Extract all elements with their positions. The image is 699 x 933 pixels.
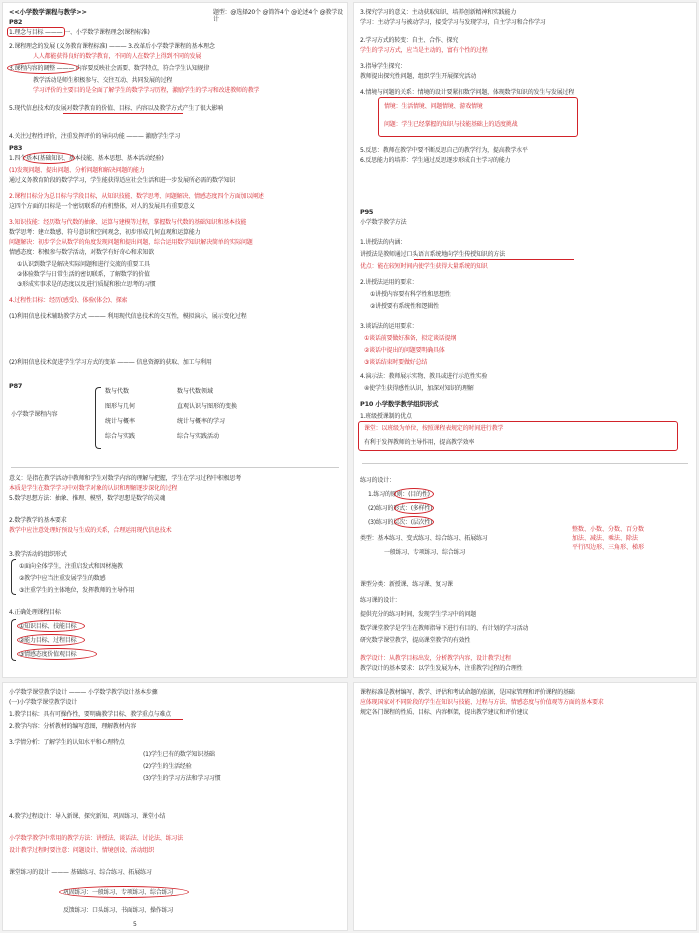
bracket <box>11 619 16 661</box>
divider <box>11 467 339 468</box>
note-line: 小学数学教学中常用的教学方法：讲授法、谈话法、讨论法、练习法 <box>9 835 184 842</box>
table-row: 图形与几何 直观认识与图形的变换 <box>105 403 238 410</box>
note-line: 练习的设计： <box>360 477 395 484</box>
bracket <box>11 559 16 595</box>
note-line: 1.讲授法的内涵： <box>360 239 406 246</box>
underline <box>414 259 574 260</box>
note-line: 4.教学过程设计：导入新课、探究新知、巩固练习、课堂小结 <box>9 813 166 820</box>
note-line: 教师提出探究性问题，组织学生开展探究活动 <box>360 73 477 80</box>
note-line: 课型分类：新授课、练习课、复习课 <box>360 581 453 588</box>
note-line: 3.探究学习的意义：主动获取知识、培养创新精神和实践能力 <box>360 9 517 16</box>
note-line: (3)学生的学习方法和学习习惯 <box>143 775 221 782</box>
formula-block <box>572 525 644 552</box>
note-line: 1.理念与目标 ——— 一、小学数学课程理念(课程标准) <box>9 29 150 36</box>
section-label: P87 <box>9 382 23 390</box>
underline <box>63 719 183 720</box>
note-line: (3)练习的层次：(层次性) <box>368 519 433 526</box>
note-line: 问题解决：初步学会从数学的角度发现问题和提出问题，综合运用数学知识解决简单的实际问题 <box>9 239 253 246</box>
page-header-exam-types: 题型：@选择20个 @简答4个 @论述4个 @教学设计 <box>213 9 343 23</box>
bracket <box>95 387 101 449</box>
note-line: ②体验数学与日常生活的密切联系，了解数学的价值 <box>17 271 150 278</box>
section-label: P95 <box>360 208 374 216</box>
note-line: ③谈话结束时要做好总结 <box>364 359 428 366</box>
note-line: 情境：生活情境、问题情境、游戏情境 <box>384 103 483 110</box>
notes-page-4 <box>353 682 697 931</box>
note-line: 1.四个基本(基础知识、基本技能、基本思想、基本活动经验) <box>9 155 164 162</box>
note-line: 意义：是指在教学活动中教师和学生对数学内容的理解与把握，学生在学习过程中积极思考 <box>9 475 242 482</box>
highlight-oval <box>394 516 434 528</box>
note-line: ①讲授内容要有科学性和思想性 <box>370 291 451 298</box>
note-line: 1.练习的原则：(目的性) <box>368 491 430 498</box>
note-line: 小学数学课堂教学设计 ——— 小学数学教学设计基本步骤 <box>9 689 158 696</box>
table-row: 数与代数 数与代数领域 <box>105 388 214 395</box>
note-line: (2)利用信息技术促进学生学习方式的变革 ——— 信息资源的获取、加工与利用 <box>9 359 212 366</box>
note-line: 类型：基本练习、变式练习、综合练习、拓展练习 <box>360 535 488 542</box>
formula-line: 加法、减法、乘法、除法 <box>572 535 639 542</box>
note-line: 优点：能在较短时间内使学生获得大量系统的知识 <box>360 263 488 270</box>
note-line: 设计教学过程时要注意：问题设计、情境创设、活动组织 <box>9 847 155 854</box>
note-line: 小学数学教学方法 <box>360 219 407 226</box>
note-line: 1.教学目标：具有可操作性，要明确教学目标、教学重点与难点 <box>9 711 171 718</box>
note-line: 通过义务教育阶段的数学学习，学生能获得适应社会生活和进一步发展所必需的数学知识 <box>9 177 236 184</box>
note-line: ③形成实事求是的态度以及进行质疑和独立思考的习惯 <box>17 281 156 288</box>
note-line: 教学活动是师生积极参与、交往互动、共同发展的过程 <box>33 77 173 84</box>
note-line: 学习：主动学习与被动学习，接受学习与发现学习，自主学习和合作学习 <box>360 19 546 26</box>
formula-line: 平行四边形、三角形、梯形 <box>572 544 645 551</box>
note-line: 讲授法是教师通过口头语言系统地向学生传授知识的方法 <box>360 251 506 258</box>
note-line: 2.教学内容：分析教材的编写意图，理解教材内容 <box>9 723 137 730</box>
note-line: 学习评价的主要目的是全面了解学生的数学学习历程，激励学生的学习和改进教师的教学 <box>33 87 260 94</box>
note-line: (1)学生已有的数学知识基础 <box>143 751 215 758</box>
note-line: 课程标准是教材编写、教学、评估和考试命题的依据，是国家管理和评价课程的基础 <box>360 689 575 696</box>
note-line: 3.指导学生探究： <box>360 63 406 70</box>
note-line: 2.讲授法运用的要求： <box>360 279 418 286</box>
note-line: 问题：学生已经掌握的知识与技能基础上的适度挑战 <box>384 121 518 128</box>
note-line: 规定各门课程的性质、目标、内容框架，提出教学建议和评价建议 <box>360 709 529 716</box>
note-line: 人人都能获得良好的数学教育，不同的人在数学上得到不同的发展 <box>33 53 202 60</box>
underline <box>63 113 183 114</box>
note-line: 应体现国家对不同阶段的学生在知识与技能、过程与方法、情感态度与价值观等方面的基本要求 <box>360 699 604 706</box>
note-line: (2)学生的生活经验 <box>143 763 192 770</box>
notes-page-2 <box>353 2 697 678</box>
note-line: 课堂：以班级为单位，按照课程表规定的时间进行教学 <box>364 425 504 432</box>
highlight-oval <box>17 620 85 632</box>
note-line: 6.反思能力的培养：学生通过反思逐步形成自主学习的能力 <box>360 157 511 164</box>
formula-line: 整数、小数、分数、百分数 <box>572 526 645 533</box>
note-line: 2.课程理念的发展 (义务教育课程标准) ——— 3.改革后小学数学课程的基本理念 <box>9 43 215 50</box>
note-line: ①认识到数学是解决实际问题和进行交流的重要工具 <box>17 261 150 268</box>
highlight-oval <box>59 886 189 898</box>
section-label: P10 小学数学教学组织形式 <box>360 400 439 408</box>
note-line: ③注重学生的主体地位，发挥教师的主导作用 <box>19 587 135 594</box>
highlight-oval <box>17 648 97 660</box>
note-line: 反馈练习：口头练习、书面练习、操作练习 <box>63 907 174 914</box>
note-line: 2.学习方式的转变：自主、合作、探究 <box>360 37 459 44</box>
notes-page-3 <box>2 682 348 931</box>
note-line: 4.演示法：教师展示实物、教具或进行示范性实验 <box>360 373 488 380</box>
note-line: 数学思考：建立数感、符号意识和空间观念，初步形成几何直观和运算能力 <box>9 229 201 236</box>
note-line: (一)小学数学课堂教学设计 <box>9 699 78 706</box>
note-line: 教学设计的基本要求：以学生发展为本，注重教学过程的合理性 <box>360 665 523 672</box>
divider <box>362 463 688 464</box>
note-line: 4.关注过程性评价，注重发挥评价的导向功能 ——— 激励学生学习 <box>9 133 181 140</box>
page-number: 5 <box>133 921 137 928</box>
note-line: ②讲授要有系统性和逻辑性 <box>370 303 439 310</box>
table-row: 统计与概率 统计与概率的学习 <box>105 418 226 425</box>
note-line: (1)利用信息技术辅助教学方式 ——— 利用现代信息技术的交互性，模拟演示，展示变化过程 <box>9 313 247 320</box>
note-line: 3.谈话法的运用要求： <box>360 323 418 330</box>
note-line: 本质是学生在数学学习中对数学对象的认识和理解逐步深化的过程 <box>9 485 178 492</box>
highlight-oval <box>7 62 79 74</box>
note-line: 教学设计：从教学目标出发，分析教学内容，设计教学过程 <box>360 655 511 662</box>
table-label: 小学数学课程内容 <box>11 411 58 418</box>
notes-page-1 <box>2 2 348 678</box>
note-line: 研究数学课堂教学，提高课堂教学的有效性 <box>360 637 471 644</box>
note-line: 5.反思：教师在教学中要不断反思自己的教学行为，提高教学水平 <box>360 147 528 154</box>
note-line: ④使学生获得感性认识，加深对知识的理解 <box>364 385 474 392</box>
note-line: ②教学中应当注重发展学生的数感 <box>19 575 106 582</box>
highlight-oval <box>394 488 434 500</box>
note-line: 有利于发挥教师的主导作用，提高教学效率 <box>364 439 475 446</box>
note-line: 4.情境与问题的关系：情境的设计要紧扣数学问题，体现数学知识的发生与发展过程 <box>360 89 575 96</box>
highlight-oval <box>23 152 75 164</box>
note-line: 2.课程目标分为总目标与学段目标，从知识技能、数学思考、问题解决、情感态度四个方面加以阐述 <box>9 193 264 200</box>
content-table <box>105 387 237 441</box>
note-line: ①知识目标、技能目标 <box>19 623 77 630</box>
note-line: (1)发现问题、提出问题、分析问题和解决问题的能力 <box>9 167 145 174</box>
note-line: 2.数学教学的基本要求 <box>9 517 67 524</box>
highlight-oval <box>394 502 434 514</box>
note-line: 3.课程内容的调整 ——— 内容要反映社会需要、数学特点，符合学生认知规律 <box>9 65 210 72</box>
section-label: P83 <box>9 144 23 152</box>
page-header-title: <<小学数学课程与教学>> <box>9 8 87 16</box>
note-line: 教学中应注意处理好预设与生成的关系，合理运用现代信息技术 <box>9 527 172 534</box>
note-line: 数学课堂教学是学生在教师指导下进行有目的、有计划的学习活动 <box>360 625 529 632</box>
note-line: 课堂练习的设计 ——— 基础练习、综合练习、拓展练习 <box>9 869 152 876</box>
note-line: 巩固练习：一般练习、专项练习、综合练习 <box>63 889 174 896</box>
note-line: 一般练习、专项练习、综合练习 <box>384 549 466 556</box>
highlight-oval <box>17 634 85 646</box>
note-line: 情感态度：积极参与数学活动，对数学有好奇心和求知欲 <box>9 249 155 256</box>
note-line: (2)练习的形式：(多样性) <box>368 505 433 512</box>
note-line: 练习课的设计： <box>360 597 401 604</box>
note-line: 5.现代信息技术的发展对数学教育的价值、目标、内容以及教学方式产生了很大影响 <box>9 105 224 112</box>
note-line: 这四个方面的目标是一个密切联系的有机整体，对人的发展具有重要意义 <box>9 203 195 210</box>
page-label: P82 <box>9 18 23 26</box>
note-line: 3.教学活动的组织形式 <box>9 551 67 558</box>
note-line: ①面向全体学生，注重启发式和因材施教 <box>19 563 123 570</box>
note-line: 3.学情分析：了解学生的认知水平和心理特点 <box>9 739 125 746</box>
note-line: ②谈话中提出的问题要明确具体 <box>364 347 445 354</box>
note-line: 4.正确处理课程目标 <box>9 609 61 616</box>
table-row: 综合与实践 综合与实践活动 <box>105 433 220 440</box>
note-line: 5.数学思想方法：抽象、推理、模型，数学思想是数学的灵魂 <box>9 495 166 502</box>
note-line: ③情感态度价值观目标 <box>19 651 77 658</box>
note-line: ②能力目标、过程目标 <box>19 637 77 644</box>
note-line: ①谈话前要做好准备，拟定谈话提纲 <box>364 335 457 342</box>
note-line: 提供充分的练习时间，发现学生学习中的问题 <box>360 611 477 618</box>
note-line: 学生的学习方式，应当是主动的，富有个性的过程 <box>360 47 488 54</box>
note-line: 4.过程性目标：经历(感受)、体验(体会)、探索 <box>9 297 128 304</box>
note-line: 3.知识技能：经历数与代数的抽象、运算与建模等过程，掌握数与代数的基础知识和基本技能 <box>9 219 247 226</box>
highlight-box <box>7 27 65 37</box>
note-line: 1.班级授课制的优点 <box>360 413 412 420</box>
